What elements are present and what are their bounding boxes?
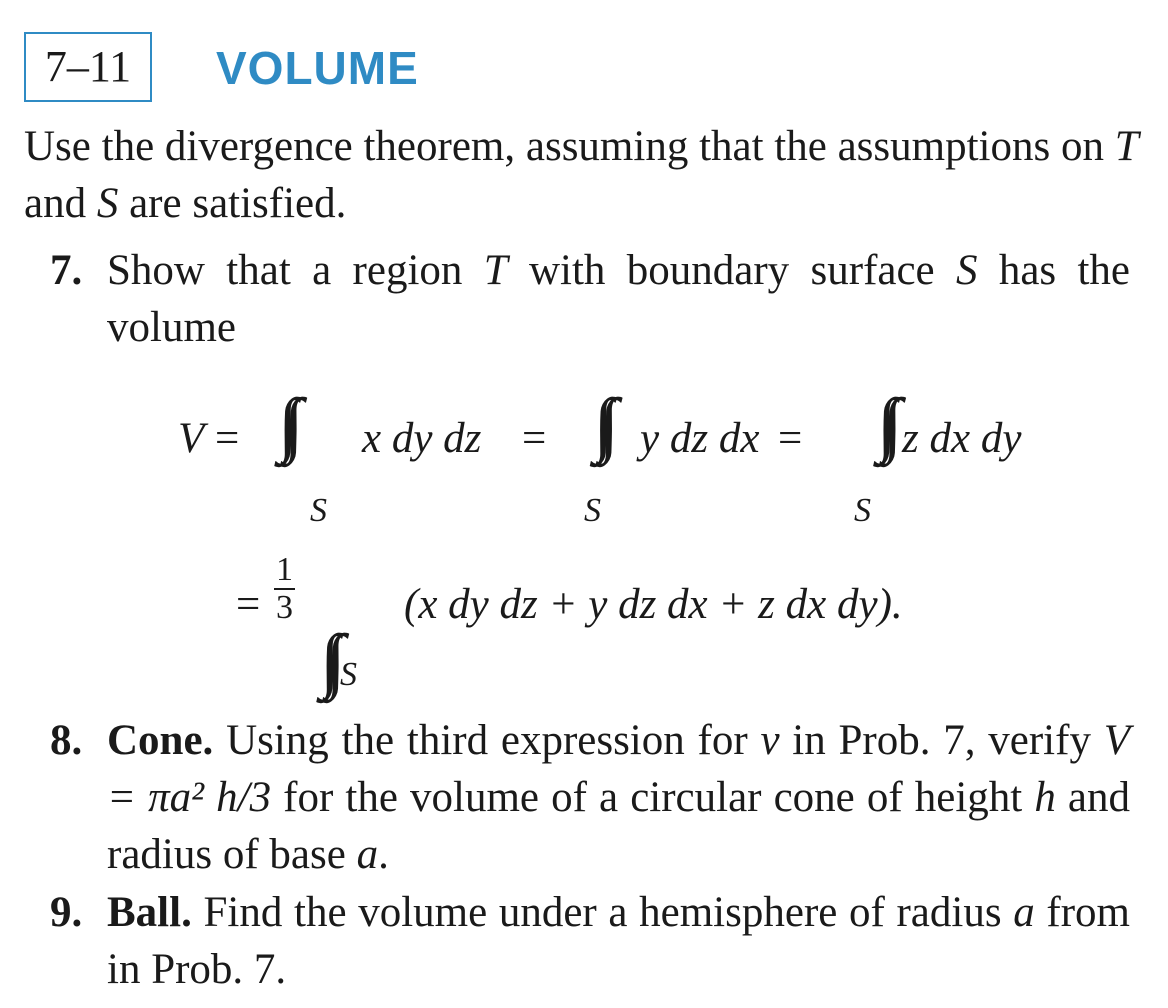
problem-text: Ball. Find the volume under a hemisphere of radius a from in Prob. 7. [107,889,1130,993]
problem-7 [50,242,1130,356]
integrand-y: y dz dx [640,415,760,462]
problem-8 [50,712,1130,883]
integrand-z: z dx dy [902,415,1022,462]
double-integral-symbol: ∫∫ [876,384,889,464]
section-title: VOLUME [216,42,419,94]
problem-number: 9. [50,889,83,936]
integral-subscript: S [340,656,357,693]
problem-text: Show that a region T with boundary surface S has the volume [107,247,1131,351]
integral-subscript: S [584,492,601,529]
equation-lhs: V = [178,415,240,462]
problem-number: 7. [50,247,83,294]
integral-subscript: S [854,492,871,529]
double-integral-symbol: ∫∫ [278,384,290,464]
problem-number: 8. [50,717,83,764]
equals-sign: = [522,415,547,462]
double-integral-symbol: ∫∫ [320,620,332,700]
problem-range-box: 7–11 [24,32,152,102]
double-integral-symbol: ∫∫ [593,384,605,464]
problem-text: Cone. Using the third expression for v in Prob. 7, verify V = πa² h/3 for the volume of a circular cone of height h and radius of base a. [107,717,1131,878]
problem-9 [50,884,1130,998]
equals-sign: = [778,415,803,462]
equals-sign: = [236,581,261,628]
integral-subscript: S [310,492,327,529]
combined-integrand: (x dy dz + y dz dx + z dx dy). [404,581,903,628]
integrand-x: x dy dz [362,415,482,462]
fraction-one-third: $\frac{1}{3}$ [276,551,293,626]
intro-paragraph: Use the divergence theorem, assuming that the assumptions on T and S are satisfied. [24,123,1139,227]
